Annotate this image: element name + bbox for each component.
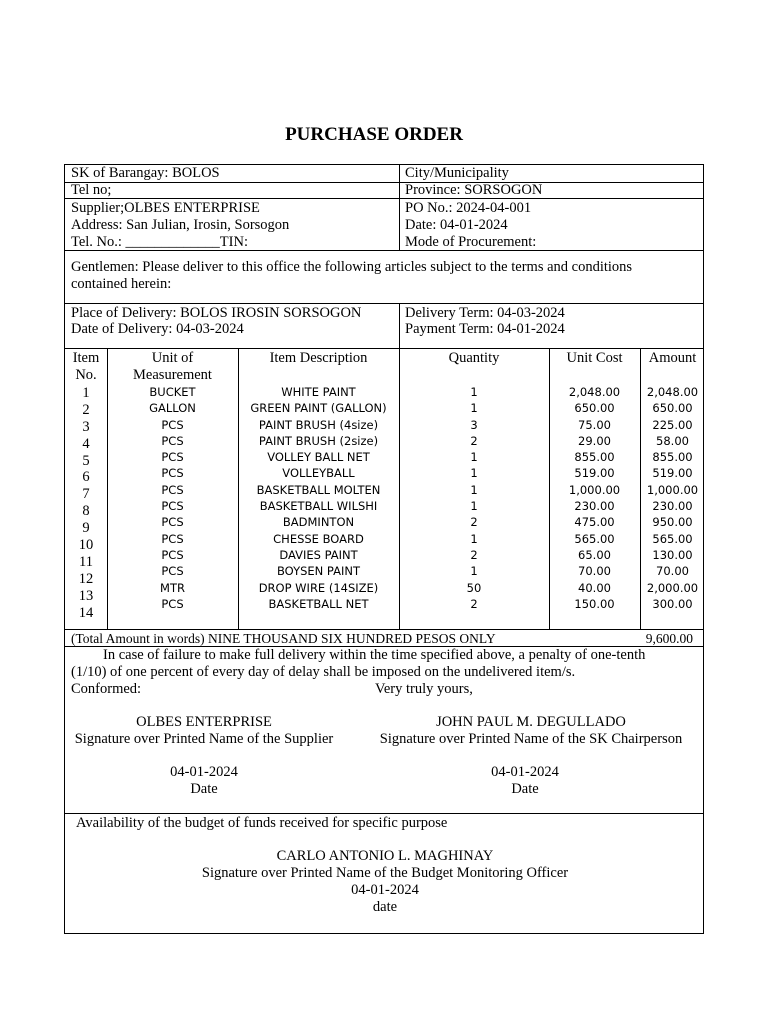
budget-officer-name: CARLO ANTONIO L. MAGHINAY bbox=[276, 848, 494, 864]
description-cell: DAVIES PAINT bbox=[279, 547, 358, 562]
telephone: Tel no; bbox=[71, 182, 112, 198]
unit-cost-column bbox=[549, 384, 640, 612]
supplier-date: 04-01-2024 bbox=[170, 764, 238, 780]
item-number: 6 bbox=[82, 469, 90, 486]
unit-cell: PCS bbox=[161, 564, 184, 579]
supplier-address: Address: San Julian, Irosin, Sorsogon bbox=[71, 217, 290, 233]
divider bbox=[65, 182, 703, 183]
delivery-term: Delivery Term: 04-03-2024 bbox=[405, 305, 565, 321]
amount-cell: 300.00 bbox=[652, 596, 693, 611]
divider bbox=[65, 813, 703, 814]
chairperson-name: JOHN PAUL M. DEGULLADO bbox=[436, 714, 626, 730]
quantity-cell: 1 bbox=[470, 531, 478, 546]
amount-cell: 225.00 bbox=[652, 417, 693, 432]
quantity-cell: 2 bbox=[470, 433, 478, 448]
description-cell: BASKETBALL NET bbox=[268, 596, 369, 611]
item-number: 12 bbox=[78, 570, 94, 587]
unit-cost-cell: 650.00 bbox=[574, 401, 615, 416]
item-number: 13 bbox=[78, 587, 94, 604]
item-number: 4 bbox=[82, 435, 90, 452]
instruction-line: contained herein: bbox=[71, 276, 172, 292]
unit-cost-cell: 65.00 bbox=[578, 547, 611, 562]
unit-cell: PCS bbox=[161, 515, 184, 530]
unit-cell: PCS bbox=[161, 531, 184, 546]
description-cell: BASKETBALL WILSHI bbox=[259, 499, 378, 514]
amount-cell: 70.00 bbox=[656, 564, 689, 579]
unit-cost-cell: 75.00 bbox=[578, 417, 611, 432]
item-number: 7 bbox=[82, 486, 90, 503]
description-column bbox=[238, 384, 399, 612]
amount-cell: 650.00 bbox=[652, 401, 693, 416]
amount-cell: 130.00 bbox=[652, 547, 693, 562]
penalty-clause: In case of failure to make full delivery within the time specified above, a penalty of one-tenth bbox=[103, 647, 646, 663]
total-amount: 9,600.00 bbox=[645, 631, 693, 646]
item-number: 14 bbox=[78, 604, 94, 621]
divider bbox=[65, 303, 703, 304]
po-date: Date: 04-01-2024 bbox=[405, 217, 508, 233]
unit-cost-cell: 40.00 bbox=[578, 580, 611, 595]
total-in-words: (Total Amount in words) NINE THOUSAND SIX HUNDRED PESOS ONLY bbox=[71, 631, 496, 646]
description-cell: WHITE PAINT bbox=[281, 385, 356, 399]
unit-cost-cell: 475.00 bbox=[574, 515, 615, 530]
description-cell: GREEN PAINT (GALLON) bbox=[250, 401, 387, 416]
place-of-delivery: Place of Delivery: BOLOS IROSIN SORSOGON bbox=[71, 305, 362, 321]
amount-cell: 230.00 bbox=[652, 499, 693, 514]
item-number-column bbox=[65, 385, 107, 621]
unit-cell: PCS bbox=[161, 450, 184, 465]
quantity-cell: 1 bbox=[470, 450, 478, 465]
province: Province: SORSOGON bbox=[405, 182, 543, 198]
quantity-cell: 1 bbox=[470, 385, 478, 399]
item-number: 9 bbox=[82, 520, 90, 537]
amount-cell: 2,048.00 bbox=[646, 385, 699, 399]
quantity-cell: 2 bbox=[470, 515, 478, 530]
quantity-cell: 1 bbox=[470, 482, 478, 497]
instruction-line: Gentlemen: Please deliver to this office the following articles subject to the terms and conditions bbox=[71, 259, 633, 275]
header-amount: Amount bbox=[648, 350, 697, 366]
quantity-cell: 3 bbox=[470, 417, 478, 432]
amount-cell: 519.00 bbox=[652, 466, 693, 481]
amount-cell: 2,000.00 bbox=[646, 580, 699, 595]
header-item-no: No. bbox=[75, 367, 97, 383]
amount-cell: 855.00 bbox=[652, 450, 693, 465]
payment-term: Payment Term: 04-01-2024 bbox=[405, 321, 565, 337]
unit-cost-cell: 70.00 bbox=[578, 564, 611, 579]
budget-officer-caption: Signature over Printed Name of the Budget Monitoring Officer bbox=[201, 865, 569, 881]
quantity-cell: 1 bbox=[470, 499, 478, 514]
description-cell: DROP WIRE (14SIZE) bbox=[258, 580, 379, 595]
chairperson-date-label: Date bbox=[511, 781, 539, 797]
item-number: 5 bbox=[82, 452, 90, 469]
item-number: 11 bbox=[79, 553, 93, 570]
supplier-signature-caption: Signature over Printed Name of the Supplier bbox=[74, 731, 334, 747]
divider bbox=[65, 348, 703, 349]
header-unit: Unit of bbox=[151, 350, 194, 366]
unit-cost-cell: 565.00 bbox=[574, 531, 615, 546]
unit-cost-cell: 855.00 bbox=[574, 450, 615, 465]
amount-cell: 1,000.00 bbox=[646, 482, 699, 497]
city-municipality: City/Municipality bbox=[405, 165, 509, 181]
supplier-date-label: Date bbox=[190, 781, 218, 797]
unit-cost-cell: 150.00 bbox=[574, 596, 615, 611]
date-of-delivery: Date of Delivery: 04-03-2024 bbox=[71, 321, 244, 337]
mode-of-procurement: Mode of Procurement: bbox=[405, 234, 537, 250]
header-unit: Measurement bbox=[133, 367, 212, 383]
amount-column bbox=[640, 384, 705, 612]
quantity-cell: 2 bbox=[470, 596, 478, 611]
description-cell: BADMINTON bbox=[282, 515, 355, 530]
penalty-clause: (1/10) of one percent of every day of delay shall be imposed on the undelivered item/s. bbox=[71, 664, 576, 680]
supplier-name: OLBES ENTERPRISE bbox=[136, 714, 272, 730]
amount-cell: 58.00 bbox=[656, 433, 689, 448]
unit-cost-cell: 2,048.00 bbox=[568, 385, 621, 399]
unit-cost-cell: 230.00 bbox=[574, 499, 615, 514]
unit-cell: PCS bbox=[161, 466, 184, 481]
unit-cell: PCS bbox=[161, 596, 184, 611]
description-cell: PAINT BRUSH (2size) bbox=[258, 433, 379, 448]
amount-cell: 950.00 bbox=[652, 515, 693, 530]
supplier-tel-tin: Tel. No.: _____________TIN: bbox=[71, 234, 248, 250]
quantity-cell: 50 bbox=[466, 580, 482, 595]
divider bbox=[399, 165, 400, 250]
divider bbox=[65, 198, 703, 199]
unit-cell: MTR bbox=[160, 580, 185, 595]
header-description: Item Description bbox=[269, 350, 368, 366]
unit-column bbox=[107, 384, 238, 612]
description-cell: VOLLEY BALL NET bbox=[267, 450, 370, 465]
unit-cost-cell: 1,000.00 bbox=[568, 482, 621, 497]
description-cell: BOYSEN PAINT bbox=[276, 564, 361, 579]
unit-cell: GALLON bbox=[149, 401, 196, 416]
header-unit-cost: Unit Cost bbox=[566, 350, 623, 366]
amount-cell: 565.00 bbox=[652, 531, 693, 546]
unit-cell: BUCKET bbox=[149, 385, 196, 399]
description-cell: CHESSE BOARD bbox=[273, 531, 364, 546]
budget-date: 04-01-2024 bbox=[351, 882, 419, 898]
chairperson-signature-caption: Signature over Printed Name of the SK Chairperson bbox=[379, 731, 683, 747]
unit-cell: PCS bbox=[161, 417, 184, 432]
chairperson-date: 04-01-2024 bbox=[491, 764, 559, 780]
item-number: 3 bbox=[82, 418, 90, 435]
header-quantity: Quantity bbox=[448, 350, 500, 366]
unit-cell: PCS bbox=[161, 499, 184, 514]
budget-date-label: date bbox=[372, 899, 398, 915]
quantity-cell: 1 bbox=[470, 401, 478, 416]
header-item-no: Item bbox=[72, 350, 100, 366]
item-number: 10 bbox=[78, 537, 94, 554]
quantity-cell: 1 bbox=[470, 466, 478, 481]
description-cell: BASKETBALL MOLTEN bbox=[256, 482, 381, 497]
unit-cell: PCS bbox=[161, 547, 184, 562]
sk-barangay: SK of Barangay: BOLOS bbox=[71, 165, 220, 181]
unit-cell: PCS bbox=[161, 482, 184, 497]
quantity-column bbox=[399, 384, 549, 612]
unit-cell: PCS bbox=[161, 433, 184, 448]
quantity-cell: 2 bbox=[470, 547, 478, 562]
very-truly-yours: Very truly yours, bbox=[375, 681, 473, 697]
item-number: 2 bbox=[82, 401, 90, 418]
purchase-order-form bbox=[64, 164, 704, 934]
description-cell: PAINT BRUSH (4size) bbox=[258, 417, 379, 432]
document-title: PURCHASE ORDER bbox=[285, 124, 463, 145]
budget-availability: Availability of the budget of funds received for specific purpose bbox=[76, 815, 448, 831]
po-number: PO No.: 2024-04-001 bbox=[405, 200, 532, 216]
supplier: Supplier;OLBES ENTERPRISE bbox=[71, 200, 260, 216]
unit-cost-cell: 29.00 bbox=[578, 433, 611, 448]
quantity-cell: 1 bbox=[470, 564, 478, 579]
unit-cost-cell: 519.00 bbox=[574, 466, 615, 481]
description-cell: VOLLEYBALL bbox=[282, 466, 355, 481]
item-number: 8 bbox=[82, 503, 90, 520]
conformed-label: Conformed: bbox=[71, 681, 142, 697]
item-number: 1 bbox=[82, 385, 90, 401]
